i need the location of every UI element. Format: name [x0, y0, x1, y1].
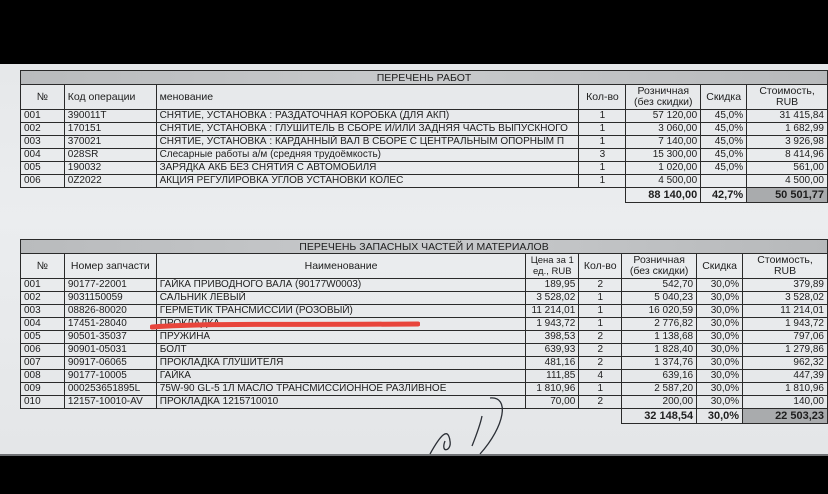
cell-unit-price: 1 810,96 — [526, 383, 579, 396]
works-table — [20, 70, 828, 203]
cell-retail: 3 060,00 — [626, 123, 701, 136]
cell-unit-price: 11 214,01 — [526, 305, 579, 318]
cell-code: 028SR — [64, 149, 156, 162]
cell-cost: 962,32 — [743, 357, 828, 370]
col-num: № — [21, 254, 65, 279]
cell-retail: 1 374,76 — [622, 357, 697, 370]
works-row — [21, 162, 828, 175]
cell-qty: 1 — [579, 110, 626, 123]
cell-code: 0Z2022 — [64, 175, 156, 188]
cell-qty: 1 — [579, 305, 622, 318]
cell-num: 008 — [21, 370, 65, 383]
cell-retail: 1 828,40 — [622, 344, 697, 357]
cell-name: СНЯТИЕ, УСТАНОВКА : КАРДАННЫЙ ВАЛ В СБОРЕ С ЦЕНТРАЛЬНЫМ ОПОРНЫМ П — [156, 136, 579, 149]
cell-num: 001 — [21, 110, 65, 123]
cell-discount: 45,0% — [701, 149, 747, 162]
works-row — [21, 110, 828, 123]
cell-qty: 1 — [579, 383, 622, 396]
cell-part-no: 90917-06065 — [64, 357, 156, 370]
cell-discount: 30,0% — [697, 383, 743, 396]
cell-unit-price: 111,85 — [526, 370, 579, 383]
cell-num: 002 — [21, 123, 65, 136]
col-part-no: Номер запчасти — [64, 254, 156, 279]
cell-retail: 2 776,82 — [622, 318, 697, 331]
cell-qty: 2 — [579, 357, 622, 370]
col-cost: Стоимость, RUB — [747, 85, 828, 110]
cell-num: 006 — [21, 175, 65, 188]
col-name: менование — [156, 85, 579, 110]
cell-discount: 30,0% — [697, 357, 743, 370]
cell-cost: 140,00 — [743, 396, 828, 409]
col-discount: Скидка — [701, 85, 747, 110]
cell-part-no: 90177-10005 — [64, 370, 156, 383]
cell-name: Слесарные работы а/м (средняя трудоёмкость) — [156, 149, 579, 162]
cell-name: ГАЙКА ПРИВОДНОГО ВАЛА (90177W0003) — [156, 279, 526, 292]
cell-code: 370021 — [64, 136, 156, 149]
cell-num: 005 — [21, 162, 65, 175]
cell-num: 005 — [21, 331, 65, 344]
cell-cost: 1 279,86 — [743, 344, 828, 357]
parts-total-cost: 22 503,23 — [743, 409, 828, 424]
parts-title: ПЕРЕЧЕНЬ ЗАПАСНЫХ ЧАСТЕЙ И МАТЕРИАЛОВ — [21, 240, 828, 254]
red-strikethrough-mark — [150, 321, 420, 331]
col-name: Наименование — [156, 254, 526, 279]
cell-discount: 45,0% — [701, 162, 747, 175]
cell-discount — [701, 175, 747, 188]
cell-discount: 30,0% — [697, 279, 743, 292]
cell-retail: 639,16 — [622, 370, 697, 383]
col-code: Код операции — [64, 85, 156, 110]
cell-cost: 4 500,00 — [747, 175, 828, 188]
works-row — [21, 149, 828, 162]
parts-row — [21, 383, 828, 396]
cell-unit-price: 481,16 — [526, 357, 579, 370]
cell-cost: 1 682,99 — [747, 123, 828, 136]
cell-qty: 1 — [579, 136, 626, 149]
parts-title-row — [21, 240, 828, 254]
cell-name: 75W-90 GL-5 1Л МАСЛО ТРАНСМИССИОННОЕ РАЗЛИВНОЕ — [156, 383, 526, 396]
parts-row — [21, 331, 828, 344]
cell-qty: 2 — [579, 344, 622, 357]
cell-retail: 1 020,00 — [626, 162, 701, 175]
cell-part-no: 000253651895L — [64, 383, 156, 396]
cell-discount: 30,0% — [697, 370, 743, 383]
cell-name: ПРОКЛАДКА 1215710010 — [156, 396, 526, 409]
col-discount: Скидка — [697, 254, 743, 279]
col-qty: Кол-во — [579, 85, 626, 110]
cell-name: ГАЙКА — [156, 370, 526, 383]
cell-name: АКЦИЯ РЕГУЛИРОВКА УГЛОВ УСТАНОВКИ КОЛЕС — [156, 175, 579, 188]
cell-retail: 16 020,59 — [622, 305, 697, 318]
cell-cost: 797,06 — [743, 331, 828, 344]
cell-name: СНЯТИЕ, УСТАНОВКА : ГЛУШИТЕЛЬ В СБОРЕ И/ИЛИ ЗАДНЯЯ ЧАСТЬ ВЫПУСКНОГО — [156, 123, 579, 136]
cell-num: 004 — [21, 149, 65, 162]
cell-num: 007 — [21, 357, 65, 370]
cell-code: 390011T — [64, 110, 156, 123]
cell-retail: 200,00 — [622, 396, 697, 409]
cell-name: СНЯТИЕ, УСТАНОВКА : РАЗДАТОЧНАЯ КОРОБКА (ДЛЯ АКП) — [156, 110, 579, 123]
cell-cost: 379,89 — [743, 279, 828, 292]
parts-row — [21, 357, 828, 370]
parts-header-row — [21, 254, 828, 279]
cell-name: САЛЬНИК ЛЕВЫЙ — [156, 292, 526, 305]
parts-row — [21, 305, 828, 318]
col-unit-price: Цена за 1 ед., RUB — [526, 254, 579, 279]
cell-discount: 30,0% — [697, 292, 743, 305]
cell-cost: 1 943,72 — [743, 318, 828, 331]
cell-retail: 15 300,00 — [626, 149, 701, 162]
cell-part-no: 12157-10010-AV — [64, 396, 156, 409]
cell-qty: 4 — [579, 370, 622, 383]
paper-edge — [0, 454, 828, 456]
parts-row — [21, 279, 828, 292]
cell-cost: 1 810,96 — [743, 383, 828, 396]
col-retail: Розничная (без скидки) — [622, 254, 697, 279]
signature-icon — [420, 396, 530, 456]
cell-name: ПРУЖИНА — [156, 331, 526, 344]
works-total-cost: 50 501,77 — [747, 188, 828, 203]
cell-unit-price: 70,00 — [526, 396, 579, 409]
cell-discount: 45,0% — [701, 136, 747, 149]
cell-num: 006 — [21, 344, 65, 357]
cell-qty: 1 — [579, 318, 622, 331]
cell-retail: 5 040,23 — [622, 292, 697, 305]
cell-code: 170151 — [64, 123, 156, 136]
cell-qty: 2 — [579, 396, 622, 409]
cell-cost: 561,00 — [747, 162, 828, 175]
cell-retail: 2 587,20 — [622, 383, 697, 396]
cell-num: 003 — [21, 136, 65, 149]
cell-discount: 30,0% — [697, 331, 743, 344]
cell-name: ПРОКЛАДКА ГЛУШИТЕЛЯ — [156, 357, 526, 370]
cell-num: 003 — [21, 305, 65, 318]
cell-unit-price: 639,93 — [526, 344, 579, 357]
cell-qty: 1 — [579, 175, 626, 188]
cell-part-no: 08826-80020 — [64, 305, 156, 318]
cell-retail: 4 500,00 — [626, 175, 701, 188]
cell-discount: 30,0% — [697, 318, 743, 331]
works-row — [21, 136, 828, 149]
works-row — [21, 175, 828, 188]
cell-num: 010 — [21, 396, 65, 409]
cell-qty: 1 — [579, 292, 622, 305]
cell-unit-price: 398,53 — [526, 331, 579, 344]
cell-unit-price: 1 943,72 — [526, 318, 579, 331]
cell-retail: 57 120,00 — [626, 110, 701, 123]
cell-qty: 2 — [579, 279, 622, 292]
cell-qty: 2 — [579, 331, 622, 344]
cell-part-no: 90501-35037 — [64, 331, 156, 344]
cell-cost: 3 528,02 — [743, 292, 828, 305]
cell-part-no: 90177-22001 — [64, 279, 156, 292]
cell-cost: 8 414,96 — [747, 149, 828, 162]
cell-num: 001 — [21, 279, 65, 292]
cell-retail: 7 140,00 — [626, 136, 701, 149]
cell-qty: 1 — [579, 162, 626, 175]
parts-row — [21, 318, 828, 331]
parts-row — [21, 344, 828, 357]
cell-name: ГЕРМЕТИК ТРАНСМИССИИ (РОЗОВЫЙ) — [156, 305, 526, 318]
parts-total-discount: 30,0% — [697, 409, 743, 424]
works-totals-row — [21, 188, 828, 203]
cell-code: 190032 — [64, 162, 156, 175]
cell-cost: 31 415,84 — [747, 110, 828, 123]
cell-unit-price: 3 528,02 — [526, 292, 579, 305]
cell-discount: 45,0% — [701, 110, 747, 123]
cell-retail: 542,70 — [622, 279, 697, 292]
works-title-row — [21, 71, 828, 85]
cell-retail: 1 138,68 — [622, 331, 697, 344]
cell-part-no: 17451-28040 — [64, 318, 156, 331]
col-num: № — [21, 85, 65, 110]
cell-cost: 11 214,01 — [743, 305, 828, 318]
works-header-row — [21, 85, 828, 110]
cell-part-no: 9031150059 — [64, 292, 156, 305]
cell-discount: 30,0% — [697, 305, 743, 318]
cell-discount: 30,0% — [697, 396, 743, 409]
cell-discount: 30,0% — [697, 344, 743, 357]
cell-name: БОЛТ — [156, 344, 526, 357]
cell-unit-price: 189,95 — [526, 279, 579, 292]
cell-cost: 3 926,98 — [747, 136, 828, 149]
col-qty: Кол-во — [579, 254, 622, 279]
cell-name: ЗАРЯДКА АКБ БЕЗ СНЯТИЯ С АВТОМОБИЛЯ — [156, 162, 579, 175]
works-row — [21, 123, 828, 136]
parts-row — [21, 370, 828, 383]
parts-total-retail: 32 148,54 — [622, 409, 697, 424]
cell-part-no: 90901-05031 — [64, 344, 156, 357]
cell-qty: 3 — [579, 149, 626, 162]
col-retail: Розничная (без скидки) — [626, 85, 701, 110]
cell-num: 002 — [21, 292, 65, 305]
works-total-retail: 88 140,00 — [626, 188, 701, 203]
col-cost: Стоимость, RUB — [743, 254, 828, 279]
cell-name: ПРОКЛАДКА — [156, 318, 526, 331]
cell-cost: 447,39 — [743, 370, 828, 383]
cell-num: 009 — [21, 383, 65, 396]
cell-num: 004 — [21, 318, 65, 331]
works-total-discount: 42,7% — [701, 188, 747, 203]
parts-row — [21, 292, 828, 305]
works-title: ПЕРЕЧЕНЬ РАБОТ — [21, 71, 828, 85]
cell-discount: 45,0% — [701, 123, 747, 136]
cell-qty: 1 — [579, 123, 626, 136]
